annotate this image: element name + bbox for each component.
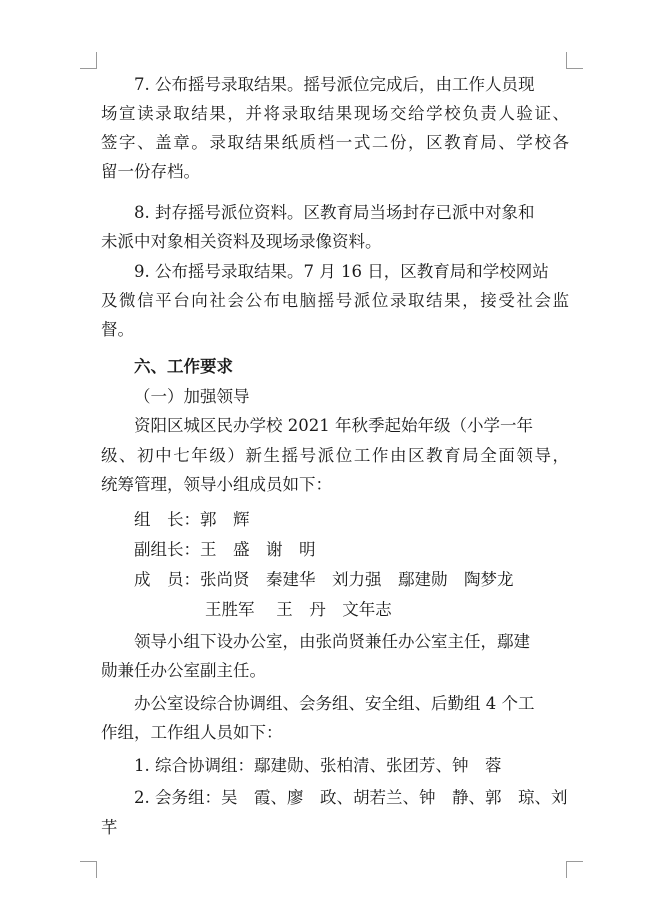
text-line-3: 签字、盖章。录取结果纸质档一式二份，区教育局、学校各 [101, 133, 569, 152]
page-corner-mark-top-left [80, 52, 97, 69]
group-leader-line: 组 长：郭 辉 [134, 510, 250, 529]
section-heading: 六、工作要求 [134, 357, 233, 376]
text-line-13: 级、初中七年级）新生摇号派位工作由区教育局全面领导， [101, 446, 569, 465]
members-line: 成 员：张尚贤 秦建华 刘力强 鄢建勋 陶梦龙 [134, 570, 514, 589]
text-line-20: 勋兼任办公室副主任。 [101, 661, 266, 680]
text-line-12: 资阳区城区民办学校 2021 年秋季起始年级（小学一年 [134, 416, 533, 435]
text-line-8: 及微信平台向社会公布电脑摇号派位录取结果，接受社会监 [101, 291, 569, 310]
members-line-continued: 王胜军 王 丹 文年志 [205, 600, 392, 619]
text-line-9: 督。 [101, 320, 134, 339]
page-corner-mark-bottom-left [80, 861, 97, 878]
text-line-2: 场宣读录取结果，并将录取结果现场交给学校负责人验证、 [101, 104, 569, 123]
deputy-leader-line: 副组长：王 盛 谢 明 [134, 540, 316, 559]
text-line-14: 统筹管理，领导小组成员如下： [101, 475, 332, 494]
text-line-25: 芊 [101, 818, 118, 837]
subsection-heading: （一）加强领导 [134, 387, 250, 406]
text-line-5: 8. 封存摇号派位资料。区教育局当场封存已派中对象和 [134, 203, 535, 222]
text-line-7: 9. 公布摇号录取结果。7 月 16 日，区教育局和学校网站 [134, 262, 549, 281]
text-line-19: 领导小组下设办公室，由张尚贤兼任办公室主任，鄢建 [134, 632, 530, 651]
page-corner-mark-bottom-right [566, 861, 583, 878]
text-line-4: 留一份存档。 [101, 162, 200, 181]
text-line-22: 作组，工作组人员如下： [101, 723, 283, 742]
page-corner-mark-top-right [566, 52, 583, 69]
coordination-group-line: 1. 综合协调组：鄢建勋、张柏清、张团芳、钟 蓉 [134, 756, 502, 775]
text-line-1: 7. 公布摇号录取结果。摇号派位完成后，由工作人员现 [134, 75, 535, 94]
meeting-group-line: 2. 会务组：吴 霞、廖 政、胡若兰、钟 静、郭 琼、刘 [134, 788, 568, 807]
text-line-21: 办公室设综合协调组、会务组、安全组、后勤组 4 个工 [134, 694, 535, 713]
text-line-6: 未派中对象相关资料及现场录像资料。 [101, 232, 382, 251]
